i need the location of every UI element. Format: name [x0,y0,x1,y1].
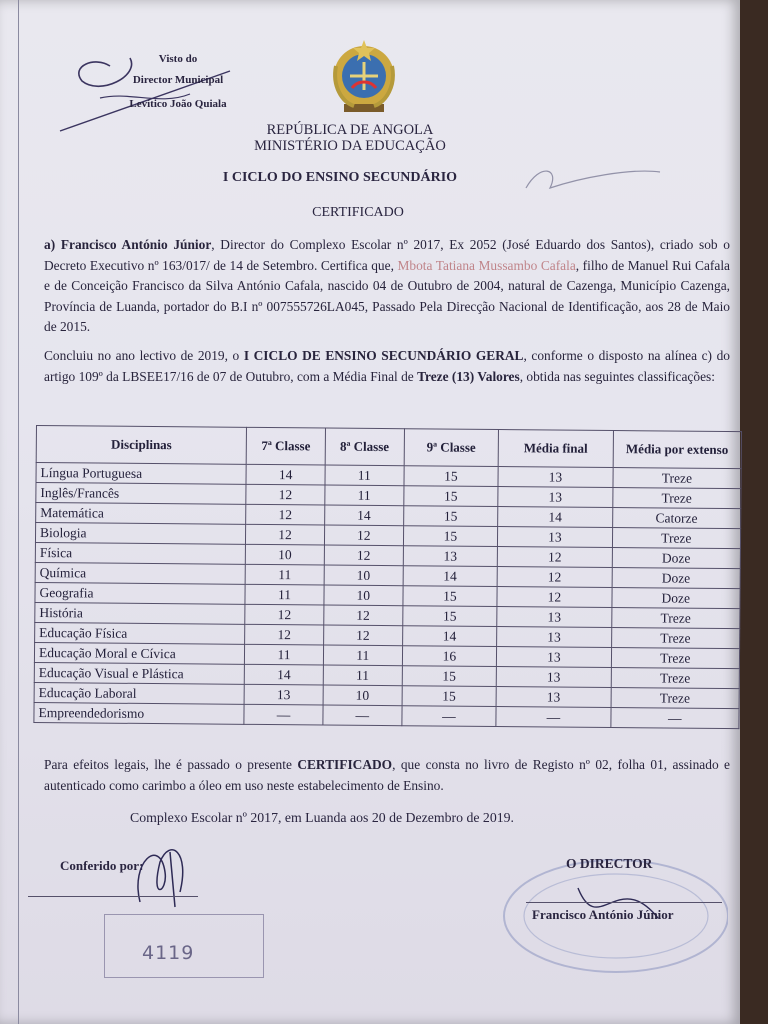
grade-cell: 13 [498,487,613,508]
director-title: O DIRECTOR [566,856,653,871]
grade-cell: — [401,706,496,727]
discipline-cell: Geografia [35,582,245,604]
grade-cell: 13 [497,647,612,668]
discipline-cell: Física [35,542,245,564]
grade-cell: 15 [404,466,499,487]
grade-cell: 12 [497,587,612,608]
legal-effects-paragraph [44,755,730,796]
para1-text2: , filho de Manuel Rui Cafala e de Conceição Francisco da Silva António Cafala, nascido 04 de Outubro de 2004, natural de Cazenga, Município Cazenga, Província de Luanda, portador do B.I nº 007555726LA045, Passado Pela Direcção Nacional de Identificação, aos 28 de Maio de 2015. [44,257,730,334]
course-name: I CICLO DE ENSINO SECUNDÁRIO GERAL [243,348,524,363]
grade-cell: Doze [612,588,741,609]
grade-cell: 11 [323,665,402,686]
grade-cell: 10 [245,544,324,565]
visto-block [118,52,238,118]
certification-paragraph [44,235,730,338]
discipline-cell: Matemática [36,503,246,525]
grades-table [33,425,742,729]
grade-cell: 10 [324,585,403,606]
grade-cell: 14 [402,626,497,647]
visto-line3: Levítico João Quiala [129,97,227,110]
header-8-classe: 8ª Classe [325,428,404,466]
grade-cell: 14 [403,566,498,587]
discipline-cell: História [35,602,245,624]
grade-cell: 12 [324,605,403,626]
para2-text2: , conforme o disposto na alínea c) do artigo 109º da LBSEE17/16 de 07 de Outubro, com a Média Final de [44,348,730,384]
grade-cell: Treze [611,688,740,709]
discipline-cell: Inglês/Francês [36,483,246,505]
grade-cell: 12 [246,484,325,505]
grade-cell: 15 [402,666,497,687]
grade-cell: Catorze [612,508,741,529]
director-name-inline: Francisco António Júnior [60,237,212,252]
grade-cell: Treze [611,668,740,689]
place-and-date: Complexo Escolar nº 2017, em Luanda aos 20 de Dezembro de 2019. [130,810,514,825]
grade-cell: 14 [244,664,323,685]
grade-cell: 11 [323,645,402,666]
grade-cell: 16 [402,646,497,667]
discipline-cell: Biologia [35,523,245,545]
student-name: Mbota Tatiana Mussambo Cafala [397,257,576,273]
grade-cell: 12 [245,624,324,645]
conferido-signature [120,832,210,912]
grade-cell: Treze [611,608,740,629]
grade-cell: — [244,704,323,725]
visto-line2: Director Municipal [132,73,224,86]
ministry-heading: MINISTÉRIO DA EDUCAÇÃO [254,138,446,154]
conferido-signature-line [28,896,198,897]
certificado-word: CERTIFICADO [297,757,393,772]
discipline-cell: Educação Visual e Plástica [34,662,244,684]
grade-cell: 12 [497,567,612,588]
header-disciplinas: Disciplinas [36,426,247,465]
grade-cell: 13 [498,527,613,548]
grade-cell: 12 [324,545,403,566]
discipline-cell: Química [35,562,245,584]
grade-cell: Doze [612,568,741,589]
header-9-classe: 9ª Classe [404,429,499,467]
para2-text1: Concluiu no ano lectivo de 2019, o [44,348,244,363]
para3-text2: , que consta no livro de Registo nº 02, folha 01, assinado e autenticado como carimbo a óleo em uso neste estabelecimento de Ensino. [44,757,730,793]
discipline-cell: Educação Física [35,622,245,644]
grade-cell: 11 [245,644,324,665]
grade-cell: 15 [403,526,498,547]
grade-cell: 15 [402,606,497,627]
header-media-final: Média final [498,430,613,468]
grade-cell: — [323,705,402,726]
para3-text1: Para efeitos legais, lhe é passado o presente [44,757,298,772]
grade-cell: 11 [325,485,404,506]
document-title: CERTIFICADO [312,205,404,220]
final-grade: Treze (13) Valores [417,368,520,384]
grade-cell: Treze [611,628,740,649]
grade-cell: Doze [612,548,741,569]
discipline-cell: Empreendedorismo [34,702,244,724]
director-signature-line [526,902,722,903]
header-7-classe: 7ª Classe [246,427,325,465]
grade-cell: 15 [403,586,498,607]
grade-cell: 13 [403,546,498,567]
grade-cell: Treze [612,488,741,509]
grade-cell: — [610,708,739,729]
grade-cell: 14 [325,505,404,526]
grade-cell: 10 [324,565,403,586]
grade-cell: 10 [323,685,402,706]
discipline-cell: Educação Moral e Cívica [34,642,244,664]
grade-cell: 15 [403,486,498,507]
grade-cell: 12 [246,524,325,545]
grade-cell: Treze [611,648,740,669]
grade-cell: 13 [244,684,323,705]
grades-body [34,463,741,729]
republic-heading: REPÚBLICA DE ANGOLA [266,122,434,138]
grade-cell: 14 [246,464,325,485]
grade-cell: 12 [497,547,612,568]
grade-cell: 11 [325,465,404,486]
conferido-label: Conferido por: [60,858,144,873]
grade-cell: Treze [612,528,741,549]
grade-cell: 13 [498,467,613,488]
grade-cell: 12 [246,504,325,525]
title-pen-scrawl [520,158,670,198]
para2-text3: , obtida nas seguintes classificações: [519,368,715,384]
grade-cell: 12 [323,625,402,646]
angola-coat-of-arms-emblem [322,36,406,120]
para1-text1: , Director do Complexo Escolar nº 2017, Ex 2052 (José Eduardo dos Santos), criado sob o Decreto Executivo nº 163/017/ de 14 de Setembro. Certifica que, [44,237,730,273]
header-media-extenso: Média por extenso [613,431,742,469]
grade-cell: 11 [245,564,324,585]
discipline-cell: Língua Portuguesa [36,463,246,485]
para-a-label: a) [44,237,56,252]
grade-cell: 13 [497,607,612,628]
grade-cell: 13 [497,627,612,648]
grade-cell: 13 [496,687,611,708]
grade-cell: 14 [498,507,613,528]
grade-cell: 15 [403,506,498,527]
conclusion-paragraph [44,346,730,387]
grade-cell: Treze [613,468,742,489]
grade-cell: 12 [245,604,324,625]
grade-cell: 11 [245,584,324,605]
grade-cell: — [496,707,611,728]
handwritten-number: 4119 [142,942,195,964]
table-header-row [36,426,741,469]
visto-line1: Visto do [158,53,198,65]
grade-cell: 15 [402,686,497,707]
grade-cell: 12 [324,525,403,546]
cycle-title: I CICLO DO ENSINO SECUNDÁRIO [222,170,458,185]
director-signature-name: Francisco António Júnior [532,907,674,922]
grade-cell: 13 [496,667,611,688]
discipline-cell: Educação Laboral [34,682,244,704]
